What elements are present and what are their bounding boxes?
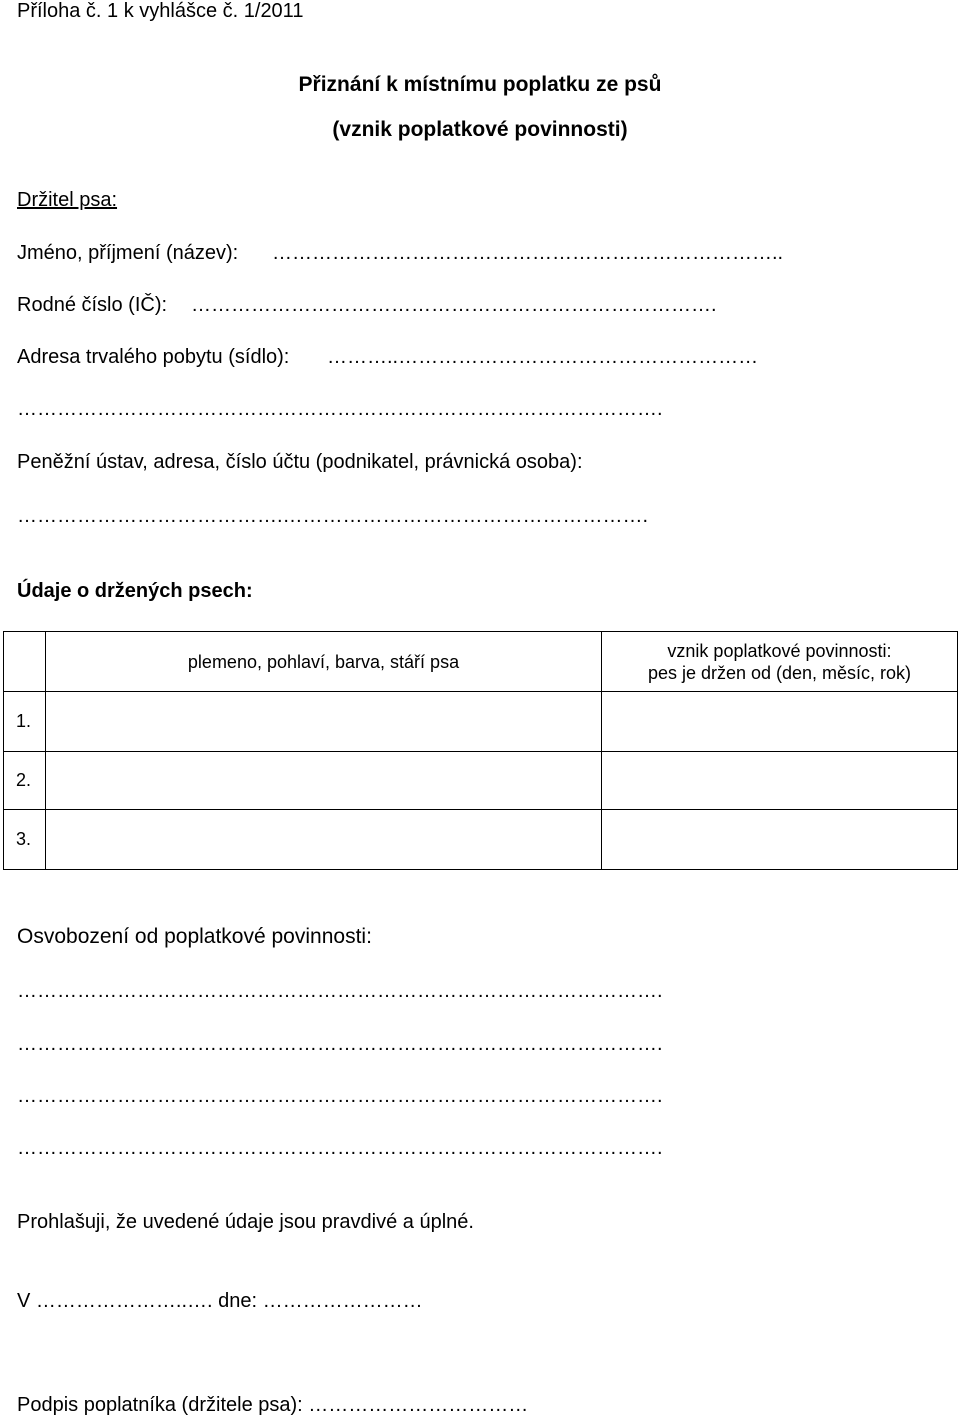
date-label: dne: <box>218 1290 258 1312</box>
attachment-header: Příloha č. 1 k vyhlášce č. 1/2011 <box>17 0 304 22</box>
row-number: 2. <box>4 752 46 810</box>
breed-cell[interactable] <box>46 692 602 752</box>
table-row <box>4 752 958 810</box>
exemption-fill-line-4[interactable]: ……………………………………………………………………………………. <box>17 1137 663 1159</box>
dogs-table <box>3 631 958 870</box>
document-subtitle: (vznik poplatkové povinnosti) <box>332 118 628 141</box>
dogs-heading: Údaje o držených psech: <box>17 580 253 602</box>
address-label: Adresa trvalého pobytu (sídlo): <box>17 346 290 368</box>
breed-cell[interactable] <box>46 752 602 810</box>
dogs-header-breed: plemeno, pohlaví, barva, stáří psa <box>46 632 602 692</box>
declaration-text: Prohlašuji, že uvedené údaje jsou pravdivé a úplné. <box>17 1211 474 1233</box>
name-label: Jméno, příjmení (název): <box>17 242 239 264</box>
table-row <box>4 810 958 870</box>
exemption-fill-line-1[interactable]: ……………………………………………………………………………………. <box>17 980 663 1002</box>
row-number: 1. <box>4 692 46 752</box>
origin-cell[interactable] <box>602 692 958 752</box>
place-line <box>17 1290 423 1313</box>
table-row <box>4 692 958 752</box>
origin-cell[interactable] <box>602 810 958 870</box>
name-fill-line[interactable]: ………………………………………………………………….. <box>272 242 784 264</box>
document-title: Přiznání k místnímu poplatku ze psů <box>298 73 662 96</box>
origin-cell[interactable] <box>602 752 958 810</box>
address-fill-line-2[interactable]: ……………………………………………………………………………………. <box>17 398 663 420</box>
signature-line <box>17 1394 528 1417</box>
dogs-header-origin <box>602 632 958 692</box>
dogs-header-origin-line1: vznik poplatkové povinnosti: <box>667 640 892 661</box>
signature-fill[interactable]: …………………………… <box>308 1394 529 1416</box>
row-number: 3. <box>4 810 46 870</box>
dogs-header-number <box>4 632 46 692</box>
exemption-fill-line-3[interactable]: ……………………………………………………………………………………. <box>17 1085 663 1107</box>
birth-number-fill-line[interactable]: ……………………………………………………………………. <box>191 294 717 316</box>
dogs-table-header <box>4 632 958 692</box>
place-prefix: V <box>17 1290 31 1312</box>
signature-label: Podpis poplatníka (držitele psa): <box>17 1394 303 1416</box>
bank-label: Peněžní ústav, adresa, číslo účtu (podnikatel, právnická osoba): <box>17 451 583 473</box>
exemption-fill-line-2[interactable]: ……………………………………………………………………………………. <box>17 1033 663 1055</box>
holder-heading: Držitel psa: <box>17 189 118 211</box>
place-fill[interactable]: …………………..…. <box>35 1290 213 1312</box>
date-fill[interactable]: …………………… <box>262 1290 423 1312</box>
birth-number-label: Rodné číslo (IČ): <box>17 294 168 316</box>
address-fill-line-1[interactable]: ………..……………………………………………… <box>327 346 759 368</box>
bank-fill-line[interactable]: ………………………………….………………………………………………. <box>17 505 649 527</box>
exemption-heading: Osvobození od poplatkové povinnosti: <box>17 925 372 948</box>
breed-cell[interactable] <box>46 810 602 870</box>
dogs-header-origin-line2: pes je držen od (den, měsíc, rok) <box>647 662 912 683</box>
